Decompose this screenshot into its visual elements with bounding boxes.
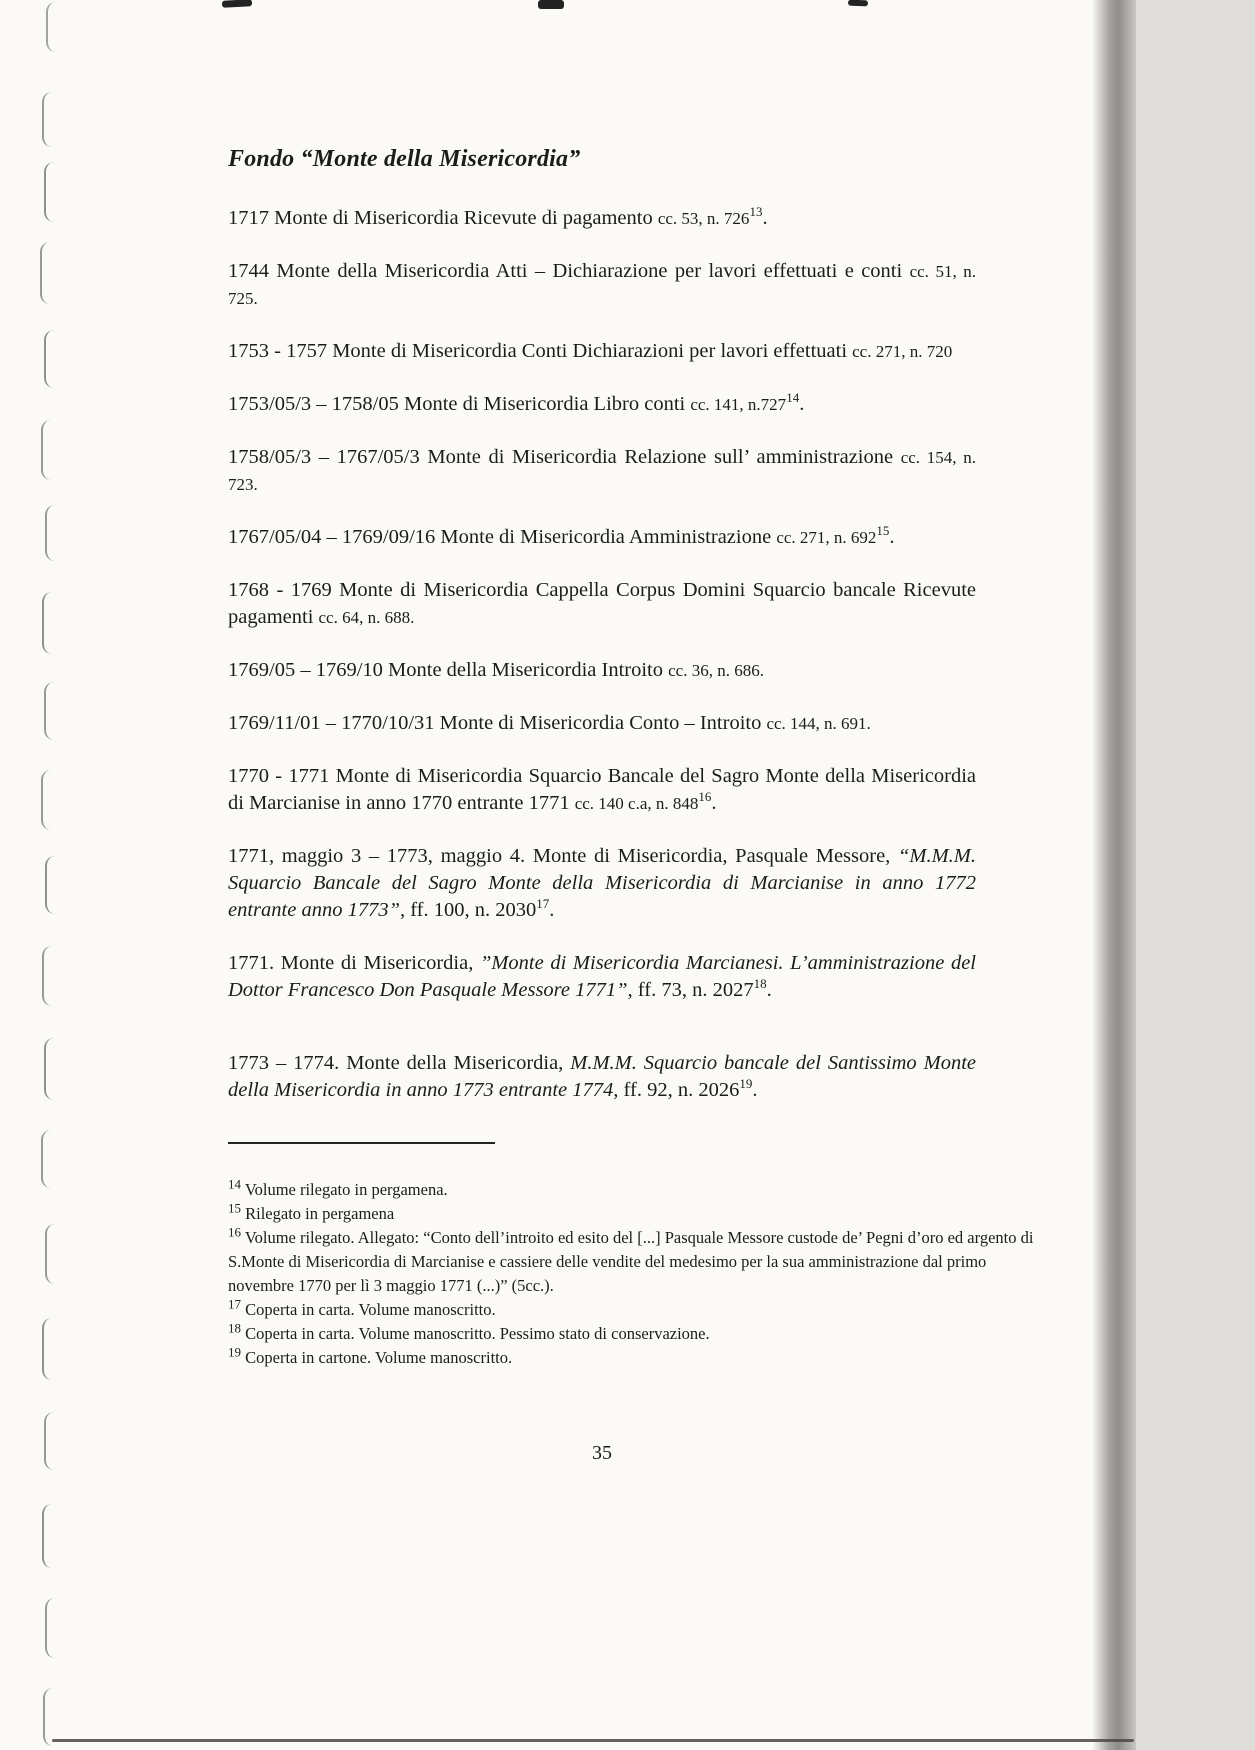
footnote-number: 17	[228, 1296, 241, 1312]
scan-artifact	[44, 162, 56, 222]
entry-text: cc. 53, n. 726	[657, 209, 750, 228]
entry-text: cc. 140 c.a, n. 848	[574, 794, 699, 813]
entry-text: “M.M.M. Squarcio Bancale del Sagro Monte della Misericordia di Marcianise in anno 1772 entrante anno 1773”,	[228, 845, 976, 921]
footnote-text: Volume rilegato in pergamena.	[241, 1180, 448, 1199]
scan-artifact	[848, 0, 868, 6]
scan-artifact	[42, 1318, 54, 1380]
footnote	[228, 1202, 1046, 1226]
scan-artifact	[43, 1688, 55, 1746]
scan-artifact	[41, 770, 53, 830]
scan-artifact	[45, 1224, 57, 1284]
scan-artifact	[44, 682, 56, 740]
entry-text: 1767/05/04 – 1769/09/16 Monte di Misericordia Amministrazione	[228, 526, 777, 548]
entry-text: 1744 Monte della Misericordia Atti – Dichiarazione per lavori effettuati e conti	[228, 260, 910, 282]
entries	[228, 205, 976, 1104]
scan-artifact	[42, 1504, 54, 1568]
scan-artifact	[40, 242, 52, 304]
footnote-ref: 18	[753, 976, 767, 992]
page-number: 35	[592, 1442, 612, 1464]
footnotes-list	[228, 1178, 1046, 1370]
entry-text: cc. 36, n. 686.	[668, 661, 764, 680]
entry-text: cc. 64, n. 688.	[318, 608, 415, 627]
entry-text: 1758/05/3 – 1767/05/3 Monte di Misericordia Relazione sull’ amministrazione	[228, 446, 901, 468]
footnote	[228, 1178, 1046, 1202]
entry-text: M.M.M. Squarcio bancale del Santissimo Monte della Misericordia in anno 1773 entrante 1774,	[228, 1052, 976, 1101]
footnote-ref: 14	[786, 390, 800, 406]
archive-entry	[228, 657, 976, 684]
archive-entry	[228, 524, 976, 551]
entry-text: .	[549, 899, 555, 921]
entry-text: .	[799, 393, 805, 415]
archive-entry	[228, 444, 976, 498]
scan-artifact	[44, 1038, 56, 1100]
entry-text: 1717 Monte di Misericordia Ricevute di pagamento	[228, 207, 658, 229]
entry-text: cc. 144, n. 691.	[766, 714, 871, 733]
entry-text: 1769/05 – 1769/10 Monte della Misericordia Introito	[228, 659, 669, 681]
scan-artifact	[538, 0, 564, 9]
entry-text: 1753/05/3 – 1758/05 Monte di Misericordia Libro conti	[228, 393, 691, 415]
entry-text: ff. 73, n. 2027	[637, 979, 754, 1001]
archive-entry	[228, 1050, 976, 1104]
scan-artifact	[41, 420, 53, 480]
scan-artifact	[42, 92, 54, 147]
entry-text: cc. 141, n.727	[690, 395, 787, 414]
footnote-text: Coperta in cartone. Volume manoscritto.	[241, 1348, 513, 1367]
scan-artifact	[222, 0, 252, 8]
archive-entry	[228, 763, 976, 817]
scan-artifact	[42, 592, 54, 654]
footnote-ref: 17	[536, 896, 550, 912]
scan-artifact	[41, 1130, 53, 1188]
footnote-text: Volume rilegato. Allegato: “Conto dell’introito ed esito del [...] Pasquale Messore custode de’ Pegni d’oro ed argento di S.Monte di Misericordia di Marcianise e cassiere delle vendite del medesimo per la sua amministrazione dal primo novembre 1770 per lì 3 maggio 1771 (...)” (5cc.).	[228, 1228, 1034, 1295]
archive-entry	[228, 258, 976, 312]
footnote	[228, 1298, 1046, 1322]
entry-text: cc. 271, n. 692	[776, 528, 877, 547]
entry-text: 1771. Monte di Misericordia,	[228, 952, 480, 974]
entry-text: cc. 154, n. 723.	[228, 448, 977, 494]
document-content	[228, 146, 1034, 1465]
entry-text: 1771, maggio 3 – 1773, maggio 4. Monte di Misericordia, Pasquale Messore,	[228, 845, 898, 867]
entry-text: ff. 100, n. 2030	[410, 899, 537, 921]
footnote-ref: 15	[876, 523, 890, 539]
archive-entry	[228, 710, 976, 737]
archive-entry	[228, 338, 976, 365]
entry-text: 1753 - 1757 Monte di Misericordia Conti Dichiarazioni per lavori effettuati	[228, 340, 853, 362]
scan-artifact	[45, 505, 57, 561]
entry-text: 1769/11/01 – 1770/10/31 Monte di Misericordia Conto – Introito	[228, 712, 767, 734]
footnote	[228, 1346, 1046, 1370]
footnote-number: 19	[228, 1344, 241, 1360]
footnote-ref: 16	[698, 789, 712, 805]
footnote	[228, 1322, 1046, 1346]
scan-artifact	[45, 1598, 57, 1658]
entry-text: .	[766, 979, 772, 1001]
footnote-ref: 19	[739, 1076, 753, 1092]
footnote-number: 18	[228, 1320, 241, 1336]
scan-artifact	[44, 1412, 56, 1470]
footnote-number: 14	[228, 1176, 241, 1192]
footnote-text: Coperta in carta. Volume manoscritto. Pessimo stato di conservazione.	[241, 1324, 710, 1343]
scan-artifact	[44, 330, 56, 388]
scan-artifact	[45, 856, 57, 914]
entry-text: cc. 271, n. 720	[852, 342, 953, 361]
document-title: Fondo “Monte della Misericordia”	[228, 146, 581, 172]
archive-entry	[228, 950, 976, 1004]
entry-text: 1773 – 1774. Monte della Misericordia,	[228, 1052, 571, 1074]
entry-text: .	[762, 207, 768, 229]
scanner-background	[1136, 0, 1255, 1750]
page-bottom-edge-line	[52, 1739, 1134, 1742]
entry-text: .	[889, 526, 895, 548]
archive-entry	[228, 391, 976, 418]
footnote-number: 15	[228, 1200, 241, 1216]
entry-text: 1768 - 1769 Monte di Misericordia Cappella Corpus Domini Squarcio bancale Ricevute pagamenti	[228, 579, 976, 628]
footnote-separator-rule	[228, 1142, 495, 1144]
footnote	[228, 1226, 1046, 1298]
archive-entry	[228, 843, 976, 924]
entry-text: ff. 92, n. 2026	[623, 1079, 740, 1101]
entry-text: cc. 51, n. 725.	[228, 262, 976, 308]
entry-text: .	[752, 1079, 758, 1101]
entry-text: .	[711, 792, 717, 814]
entry-text: 1770 - 1771 Monte di Misericordia Squarcio Bancale del Sagro Monte della Misericordia di Marcianise in anno 1770 entrante 1771	[228, 765, 976, 814]
scan-artifact	[46, 2, 58, 52]
footnote-text: Coperta in carta. Volume manoscritto.	[241, 1300, 496, 1319]
entry-text: ”Monte di Misericordia Marcianesi. L’amministrazione del Dottor Francesco Don Pasquale Messore 1771”,	[228, 952, 976, 1001]
footnote-number: 16	[228, 1224, 241, 1240]
archive-entry	[228, 577, 976, 631]
scan-artifact	[42, 946, 54, 1006]
footnote-text: Rilegato in pergamena	[241, 1204, 395, 1223]
archive-entry	[228, 205, 976, 232]
footnote-ref: 13	[749, 204, 763, 220]
page-edge-shadow	[1092, 0, 1136, 1750]
